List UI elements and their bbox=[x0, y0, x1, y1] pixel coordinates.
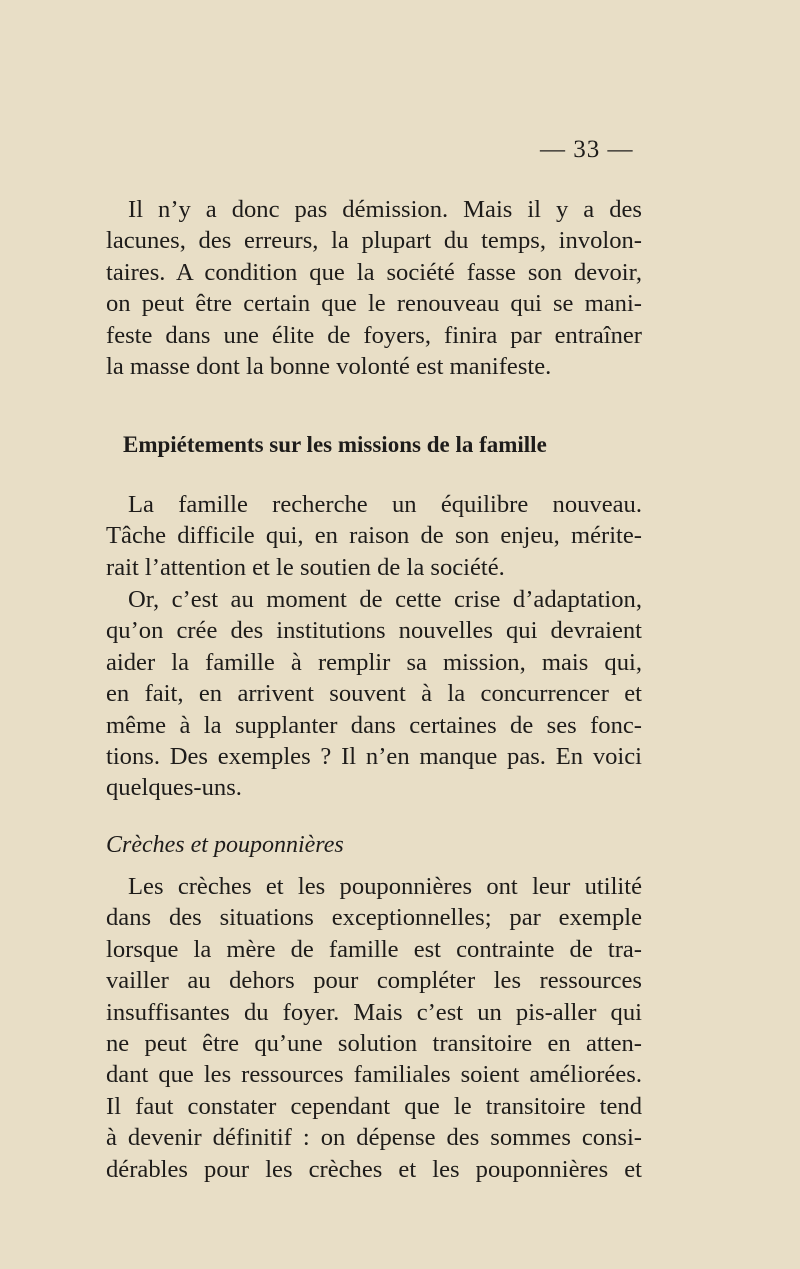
text-line: Or, c’est au moment de cette crise d’adaptation, bbox=[128, 586, 642, 613]
page-number: — 33 — bbox=[540, 136, 634, 163]
text-line: tions. Des exemples ? Il n’en manque pas. En voici bbox=[106, 742, 642, 770]
text-line: dérables pour les crèches et les pouponnières et bbox=[106, 1155, 642, 1183]
paragraph-creches bbox=[106, 871, 642, 1185]
subsection-heading: Crèches et pouponnières bbox=[106, 832, 344, 858]
text-line: ne peut être qu’une solution transitoire en atten- bbox=[106, 1029, 642, 1057]
text-line: on peut être certain que le renouveau qui se mani- bbox=[106, 290, 642, 318]
text-line: la masse dont la bonne volonté est manifeste. bbox=[106, 352, 552, 380]
paragraph-institutions bbox=[106, 584, 642, 804]
text-line: Les crèches et les pouponnières ont leur utilité bbox=[128, 873, 642, 900]
text-line: quelques-uns. bbox=[106, 774, 242, 802]
text-line: feste dans une élite de foyers, finira par entraîner bbox=[106, 321, 642, 349]
text-line: Il faut constater cependant que le transitoire tend bbox=[106, 1092, 642, 1120]
section-heading: Empiétements sur les missions de la famille bbox=[123, 432, 547, 457]
text-line: lorsque la mère de famille est contrainte de tra- bbox=[106, 935, 642, 963]
text-line: Tâche difficile qui, en raison de son enjeu, mérite- bbox=[106, 522, 642, 550]
text-line: insuffisantes du foyer. Mais c’est un pis-aller qui bbox=[106, 998, 642, 1026]
paragraph-equilibrium bbox=[106, 489, 642, 583]
text-line: à devenir définitif : on dépense des sommes consi- bbox=[106, 1124, 642, 1152]
text-line: La famille recherche un équilibre nouveau. bbox=[128, 491, 642, 518]
paragraph-democracy bbox=[106, 194, 642, 382]
text-line: même à la supplanter dans certaines de ses fonc- bbox=[106, 711, 642, 739]
text-line: taires. A condition que la société fasse son devoir, bbox=[106, 258, 642, 286]
text-line: qu’on crée des institutions nouvelles qui devraient bbox=[106, 617, 642, 645]
text-line: lacunes, des erreurs, la plupart du temps, involon- bbox=[106, 227, 642, 255]
text-line: dans des situations exceptionnelles; par exemple bbox=[106, 904, 642, 932]
text-line: Il n’y a donc pas démission. Mais il y a des bbox=[128, 196, 642, 223]
text-line: vailler au dehors pour compléter les ressources bbox=[106, 967, 642, 995]
text-line: aider la famille à remplir sa mission, mais qui, bbox=[106, 648, 642, 676]
text-line: rait l’attention et le soutien de la société. bbox=[106, 553, 505, 581]
text-line: en fait, en arrivent souvent à la concurrencer et bbox=[106, 680, 642, 708]
text-line: dant que les ressources familiales soient améliorées. bbox=[106, 1061, 642, 1089]
